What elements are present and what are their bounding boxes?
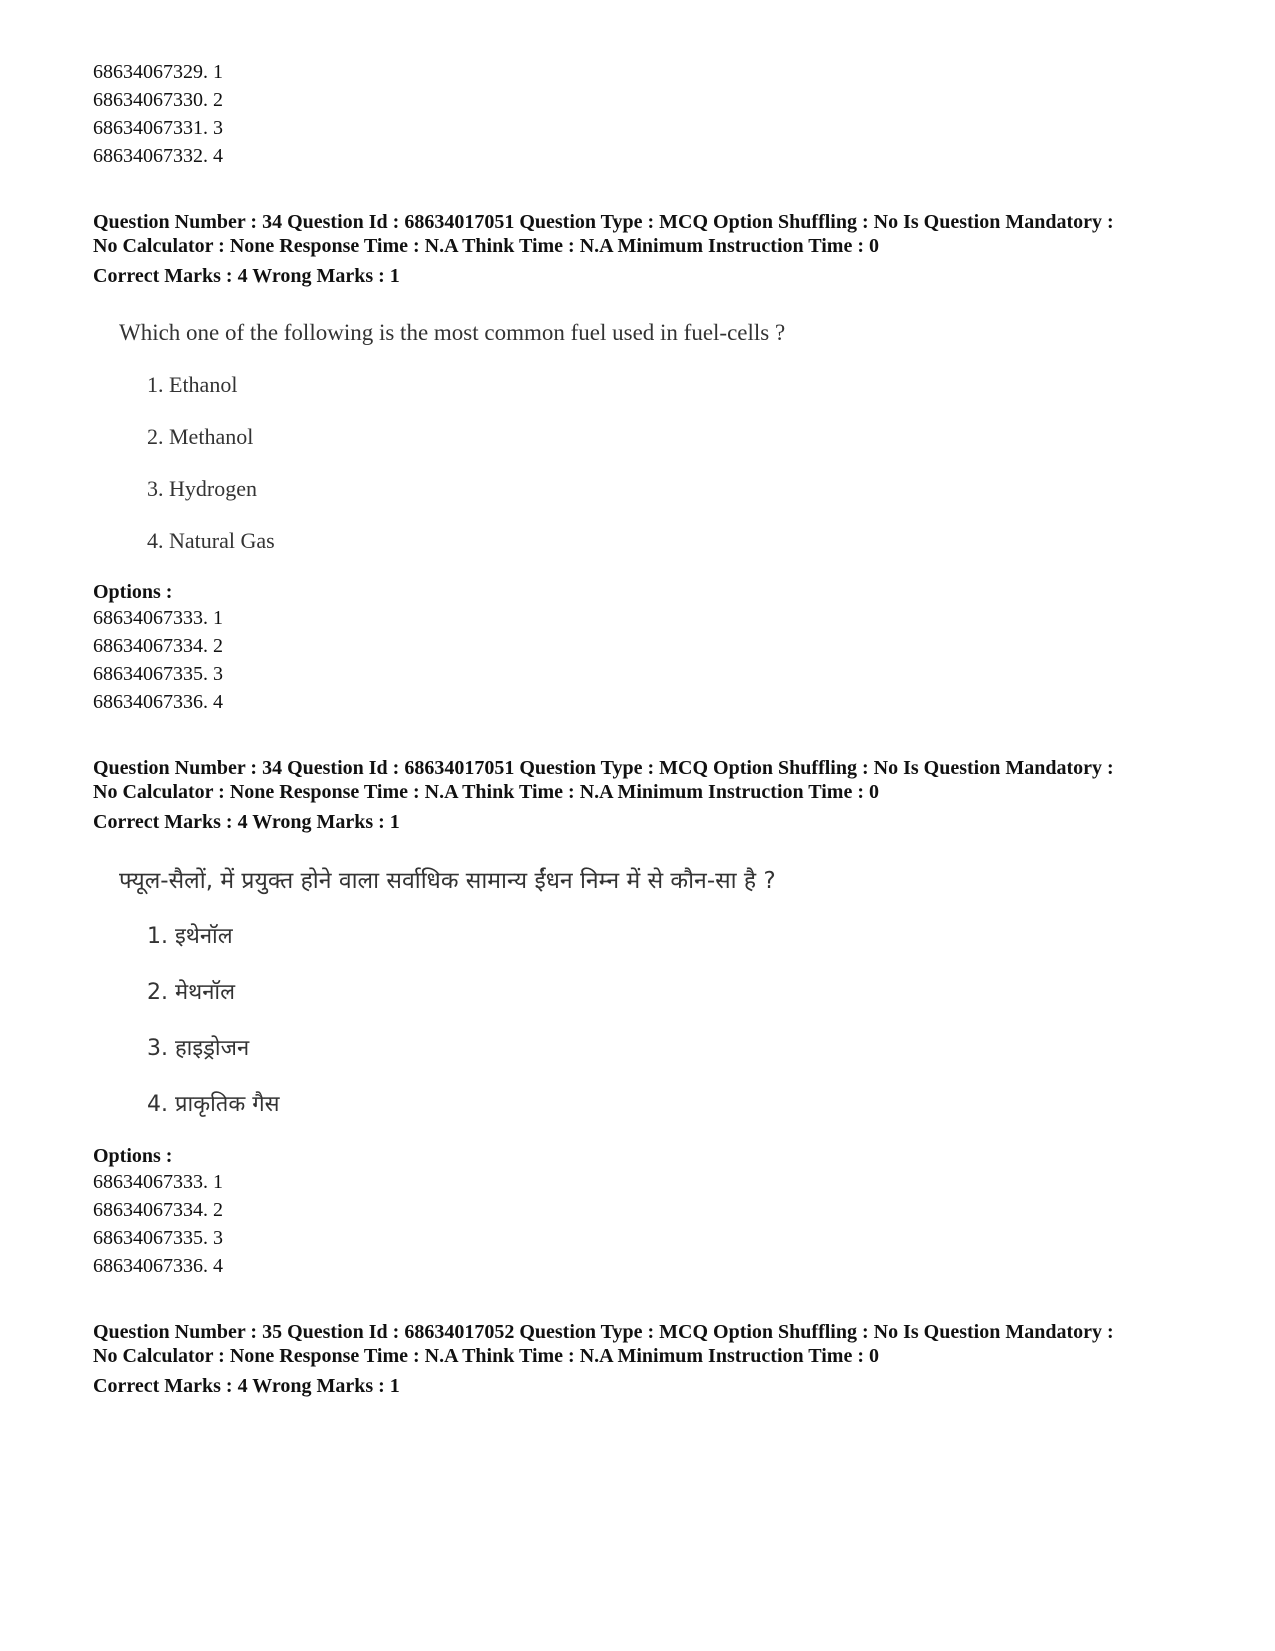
question-header bbox=[93, 1320, 1213, 1400]
option-id-line: 68634067334. 2 bbox=[93, 1199, 223, 1221]
question-meta-line-1: Question Number : 35 Question Id : 68634017052 Question Type : MCQ Option Shuffling : No Is Question Mandatory : bbox=[93, 1321, 1114, 1343]
option-id-line: 68634067332. 4 bbox=[93, 145, 223, 167]
option-id-line: 68634067333. 1 bbox=[93, 607, 223, 629]
answer-choice: 1. इथेनॉल bbox=[147, 924, 233, 949]
answer-choice: 1. Ethanol bbox=[147, 372, 238, 397]
question-text: Which one of the following is the most common fuel used in fuel-cells ? bbox=[119, 320, 786, 345]
marks-line: Correct Marks : 4 Wrong Marks : 1 bbox=[93, 1375, 400, 1397]
option-id-line: 68634067330. 2 bbox=[93, 89, 223, 111]
options-label: Options : bbox=[93, 581, 173, 603]
question-block-35 bbox=[93, 1320, 1213, 1400]
question-content bbox=[119, 866, 1213, 1120]
marks-line: Correct Marks : 4 Wrong Marks : 1 bbox=[93, 265, 400, 287]
option-id-line: 68634067335. 3 bbox=[93, 1227, 223, 1249]
option-id-line: 68634067334. 2 bbox=[93, 635, 223, 657]
question-header bbox=[93, 756, 1213, 836]
option-id-line: 68634067336. 4 bbox=[93, 691, 223, 713]
answer-choice: 3. Hydrogen bbox=[147, 476, 257, 501]
question-meta-line-2: No Calculator : None Response Time : N.A Think Time : N.A Minimum Instruction Time : 0 bbox=[93, 781, 879, 803]
question-meta-line-2: No Calculator : None Response Time : N.A Think Time : N.A Minimum Instruction Time : 0 bbox=[93, 1345, 879, 1367]
answer-choice: 3. हाइड्रोजन bbox=[147, 1036, 250, 1061]
options-label: Options : bbox=[93, 1145, 173, 1167]
options-list bbox=[93, 604, 1213, 716]
question-block-34-english bbox=[93, 210, 1213, 716]
previous-options-list bbox=[93, 58, 1213, 170]
question-meta-line-2: No Calculator : None Response Time : N.A Think Time : N.A Minimum Instruction Time : 0 bbox=[93, 235, 879, 257]
answer-choice: 4. Natural Gas bbox=[147, 528, 275, 553]
document-page bbox=[93, 58, 1213, 1400]
marks-line: Correct Marks : 4 Wrong Marks : 1 bbox=[93, 811, 400, 833]
question-content bbox=[119, 318, 1213, 556]
option-id-line: 68634067333. 1 bbox=[93, 1171, 223, 1193]
options-list bbox=[93, 1168, 1213, 1280]
question-header bbox=[93, 210, 1213, 290]
option-id-line: 68634067331. 3 bbox=[93, 117, 223, 139]
question-meta-line-1: Question Number : 34 Question Id : 68634017051 Question Type : MCQ Option Shuffling : No Is Question Mandatory : bbox=[93, 211, 1114, 233]
option-id-line: 68634067329. 1 bbox=[93, 61, 223, 83]
answer-choice: 4. प्राकृतिक गैस bbox=[147, 1092, 280, 1117]
option-id-line: 68634067335. 3 bbox=[93, 663, 223, 685]
question-meta-line-1: Question Number : 34 Question Id : 68634017051 Question Type : MCQ Option Shuffling : No Is Question Mandatory : bbox=[93, 757, 1114, 779]
answer-choice: 2. मेथनॉल bbox=[147, 980, 236, 1005]
answer-choice: 2. Methanol bbox=[147, 424, 254, 449]
question-block-34-hindi bbox=[93, 756, 1213, 1280]
option-id-line: 68634067336. 4 bbox=[93, 1255, 223, 1277]
question-text: फ्यूल-सैलों, में प्रयुक्त होने वाला सर्वाधिक सामान्य ईंधन निम्न में से कौन-सा है ? bbox=[119, 868, 776, 894]
